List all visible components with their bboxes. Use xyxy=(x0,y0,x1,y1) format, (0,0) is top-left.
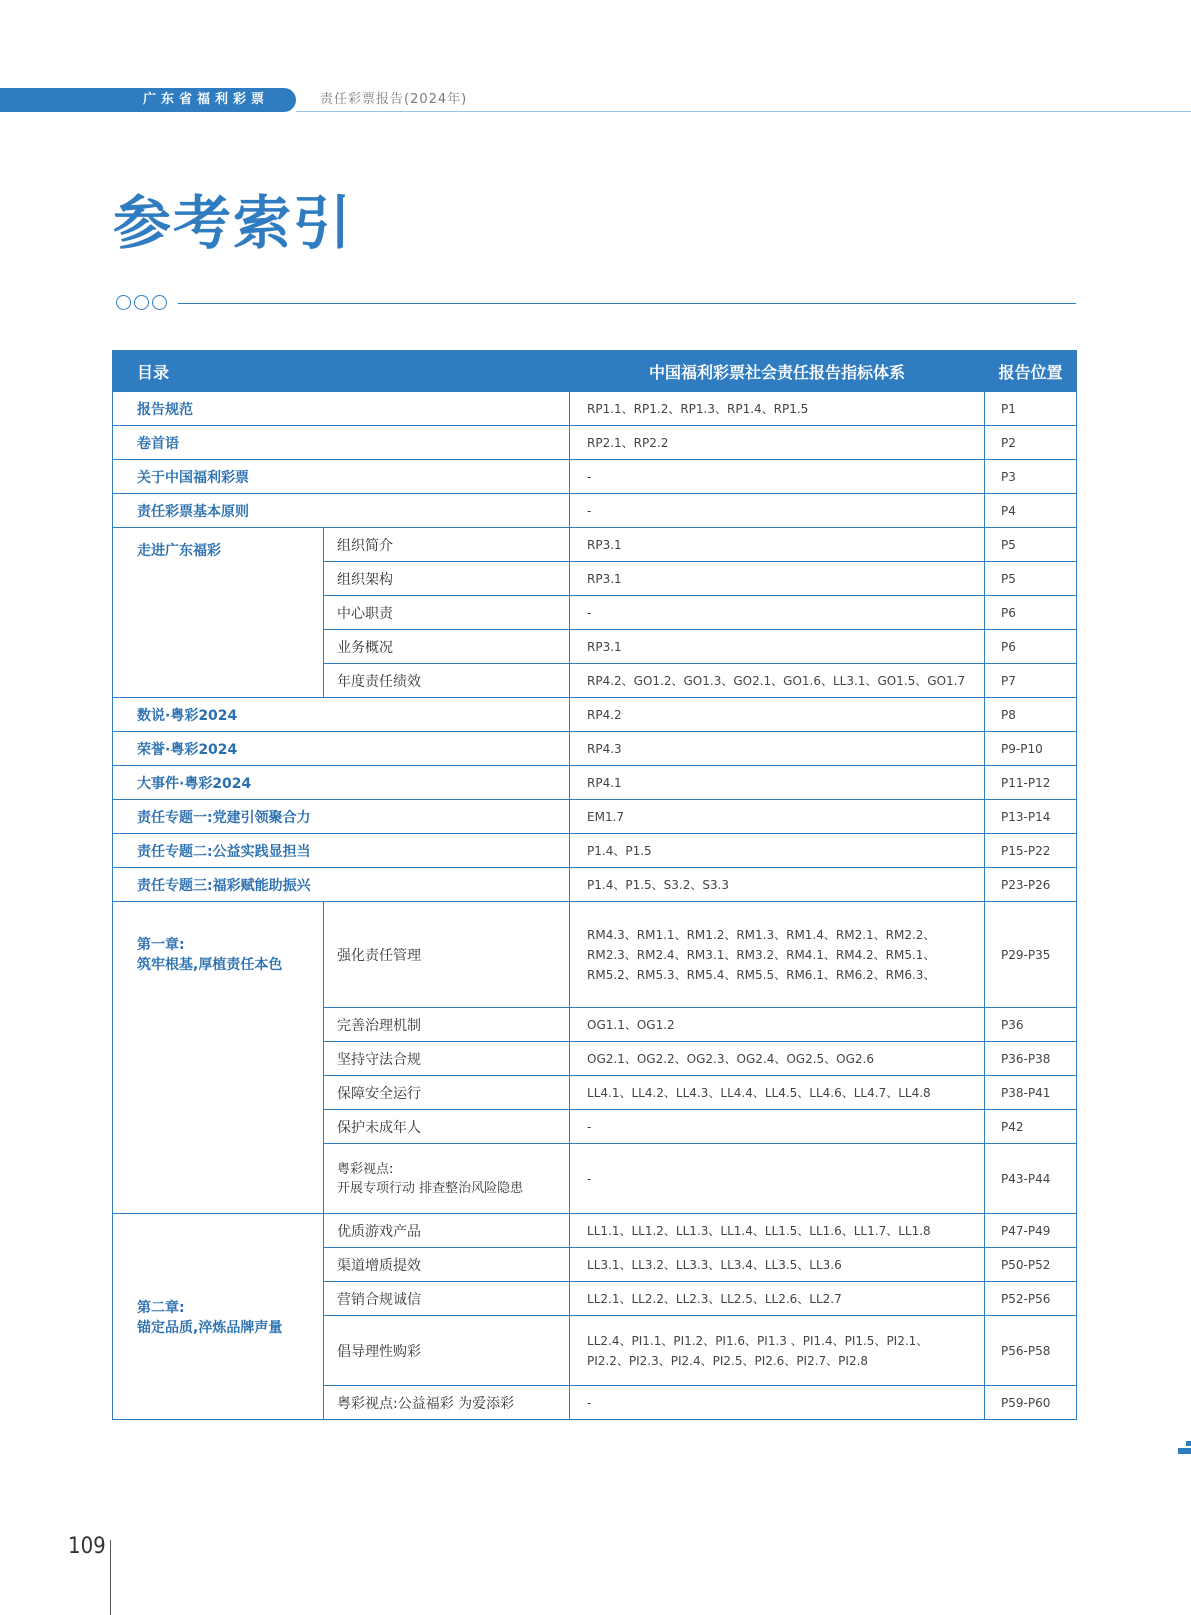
position-cell: P52-P56 xyxy=(985,1282,1077,1316)
subsection-cell: 完善治理机制 xyxy=(324,1008,570,1042)
table-row xyxy=(113,732,1077,766)
indicator-cell: LL2.1、LL2.2、LL2.3、LL2.5、LL2.6、LL2.7 xyxy=(570,1282,985,1316)
section-cell: 责任彩票基本原则 xyxy=(113,494,570,528)
subsection-cell: 组织架构 xyxy=(324,562,570,596)
table-row xyxy=(113,426,1077,460)
header-report-name: 责任彩票报告(2024年) xyxy=(320,92,468,107)
table-row xyxy=(113,494,1077,528)
subsection-cell: 粤彩视点:公益福彩 为爱添彩 xyxy=(324,1386,570,1420)
indicator-cell: RP4.2、GO1.2、GO1.3、GO2.1、GO1.6、LL3.1、GO1.5、GO1.7 xyxy=(570,664,985,698)
circle-icon xyxy=(152,295,167,310)
indicator-cell: - xyxy=(570,1110,985,1144)
header-org-name: 广东省福利彩票 xyxy=(143,92,270,107)
table-row xyxy=(113,902,1077,1008)
subsection-cell: 渠道增质提效 xyxy=(324,1248,570,1282)
position-cell: P11-P12 xyxy=(985,766,1077,800)
subsection-cell: 坚持守法合规 xyxy=(324,1042,570,1076)
position-cell: P6 xyxy=(985,596,1077,630)
table-row xyxy=(113,698,1077,732)
col-header-indicators: 中国福利彩票社会责任报告指标体系 xyxy=(570,351,985,392)
subsection-cell: 强化责任管理 xyxy=(324,902,570,1008)
indicator-cell: OG1.1、OG1.2 xyxy=(570,1008,985,1042)
position-cell: P36-P38 xyxy=(985,1042,1077,1076)
position-cell: P8 xyxy=(985,698,1077,732)
col-header-directory: 目录 xyxy=(113,351,570,392)
table-row xyxy=(113,528,1077,562)
edge-tab-mark xyxy=(1178,1448,1191,1454)
section-cell: 第二章: 锚定品质,淬炼品牌声量 xyxy=(113,1214,324,1420)
indicator-cell: - xyxy=(570,1386,985,1420)
position-cell: P42 xyxy=(985,1110,1077,1144)
indicator-cell: LL3.1、LL3.2、LL3.3、LL3.4、LL3.5、LL3.6 xyxy=(570,1248,985,1282)
indicator-cell: - xyxy=(570,1144,985,1214)
subsection-cell: 业务概况 xyxy=(324,630,570,664)
subsection-cell: 营销合规诚信 xyxy=(324,1282,570,1316)
col-header-position: 报告位置 xyxy=(985,351,1077,392)
indicator-cell: - xyxy=(570,596,985,630)
position-cell: P5 xyxy=(985,562,1077,596)
section-cell: 报告规范 xyxy=(113,392,570,426)
indicator-cell: RP3.1 xyxy=(570,630,985,664)
position-cell: P56-P58 xyxy=(985,1316,1077,1386)
position-cell: P5 xyxy=(985,528,1077,562)
page-number: 109 xyxy=(68,1534,106,1559)
subsection-cell: 保障安全运行 xyxy=(324,1076,570,1110)
header-rule xyxy=(296,111,1191,112)
section-cell: 荣誉·粤彩2024 xyxy=(113,732,570,766)
position-cell: P2 xyxy=(985,426,1077,460)
position-cell: P50-P52 xyxy=(985,1248,1077,1282)
indicator-cell: RP4.3 xyxy=(570,732,985,766)
position-cell: P13-P14 xyxy=(985,800,1077,834)
indicator-cell: P1.4、P1.5 xyxy=(570,834,985,868)
section-cell: 大事件·粤彩2024 xyxy=(113,766,570,800)
circle-icon xyxy=(134,295,149,310)
circle-icon xyxy=(116,295,131,310)
section-cell: 走进广东福彩 xyxy=(113,528,324,698)
position-cell: P43-P44 xyxy=(985,1144,1077,1214)
reference-index-table xyxy=(112,350,1077,1420)
table-row xyxy=(113,1214,1077,1248)
indicator-cell: - xyxy=(570,494,985,528)
position-cell: P23-P26 xyxy=(985,868,1077,902)
page-number-rule xyxy=(110,1540,111,1615)
position-cell: P3 xyxy=(985,460,1077,494)
indicator-cell: P1.4、P1.5、S3.2、S3.3 xyxy=(570,868,985,902)
edge-tab-mark xyxy=(1186,1441,1191,1446)
indicator-cell: - xyxy=(570,460,985,494)
section-cell: 关于中国福利彩票 xyxy=(113,460,570,494)
title-rule xyxy=(178,303,1076,304)
page-title: 参考索引 xyxy=(113,189,354,257)
position-cell: P4 xyxy=(985,494,1077,528)
position-cell: P7 xyxy=(985,664,1077,698)
table-row xyxy=(113,392,1077,426)
table-header-row xyxy=(113,351,1077,392)
subsection-cell: 倡导理性购彩 xyxy=(324,1316,570,1386)
position-cell: P15-P22 xyxy=(985,834,1077,868)
subsection-cell: 年度责任绩效 xyxy=(324,664,570,698)
position-cell: P6 xyxy=(985,630,1077,664)
indicator-cell: LL2.4、PI1.1、PI1.2、PI1.6、PI1.3 、PI1.4、PI1.5、PI2.1、 PI2.2、PI2.3、PI2.4、PI2.5、PI2.6、PI2.7、PI2.8 xyxy=(570,1316,985,1386)
table-row xyxy=(113,460,1077,494)
indicator-cell: LL1.1、LL1.2、LL1.3、LL1.4、LL1.5、LL1.6、LL1.7、LL1.8 xyxy=(570,1214,985,1248)
position-cell: P38-P41 xyxy=(985,1076,1077,1110)
table-row xyxy=(113,800,1077,834)
indicator-cell: RP2.1、RP2.2 xyxy=(570,426,985,460)
section-cell: 第一章: 筑牢根基,厚植责任本色 xyxy=(113,902,324,1214)
subsection-cell: 中心职责 xyxy=(324,596,570,630)
subsection-cell: 组织简介 xyxy=(324,528,570,562)
section-cell: 数说·粤彩2024 xyxy=(113,698,570,732)
table-row xyxy=(113,766,1077,800)
indicator-cell: LL4.1、LL4.2、LL4.3、LL4.4、LL4.5、LL4.6、LL4.7、LL4.8 xyxy=(570,1076,985,1110)
section-cell: 责任专题三:福彩赋能助振兴 xyxy=(113,868,570,902)
indicator-cell: EM1.7 xyxy=(570,800,985,834)
indicator-cell: RP4.1 xyxy=(570,766,985,800)
indicator-cell: OG2.1、OG2.2、OG2.3、OG2.4、OG2.5、OG2.6 xyxy=(570,1042,985,1076)
indicator-cell: RP3.1 xyxy=(570,562,985,596)
position-cell: P59-P60 xyxy=(985,1386,1077,1420)
subsection-cell: 粤彩视点: 开展专项行动 排查整治风险隐患 xyxy=(324,1144,570,1214)
table-row xyxy=(113,868,1077,902)
position-cell: P29-P35 xyxy=(985,902,1077,1008)
indicator-cell: RP4.2 xyxy=(570,698,985,732)
position-cell: P36 xyxy=(985,1008,1077,1042)
section-cell: 责任专题二:公益实践显担当 xyxy=(113,834,570,868)
subsection-cell: 保护未成年人 xyxy=(324,1110,570,1144)
section-cell: 责任专题一:党建引领聚合力 xyxy=(113,800,570,834)
table-row xyxy=(113,834,1077,868)
position-cell: P47-P49 xyxy=(985,1214,1077,1248)
indicator-cell: RP3.1 xyxy=(570,528,985,562)
position-cell: P9-P10 xyxy=(985,732,1077,766)
decor-circles xyxy=(116,295,167,311)
position-cell: P1 xyxy=(985,392,1077,426)
subsection-cell: 优质游戏产品 xyxy=(324,1214,570,1248)
indicator-cell: RM4.3、RM1.1、RM1.2、RM1.3、RM1.4、RM2.1、RM2.2、 RM2.3、RM2.4、RM3.1、RM3.2、RM4.1、RM4.2、RM5.1、 RM5.2、RM5.3、RM5.4、RM5.5、RM6.1、RM6.2、RM6.3、 xyxy=(570,902,985,1008)
section-cell: 卷首语 xyxy=(113,426,570,460)
indicator-cell: RP1.1、RP1.2、RP1.3、RP1.4、RP1.5 xyxy=(570,392,985,426)
